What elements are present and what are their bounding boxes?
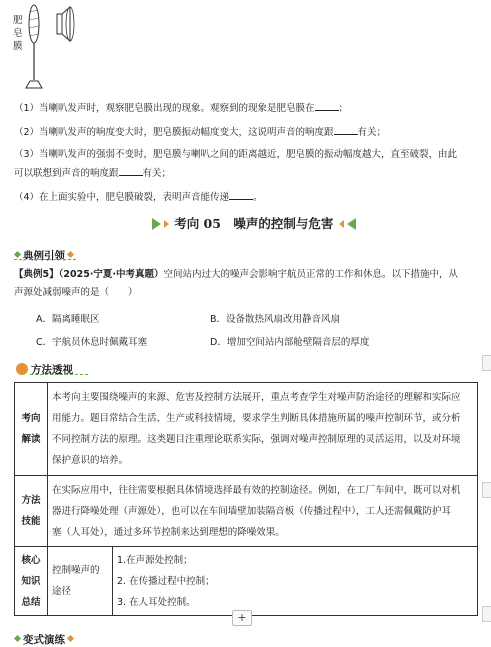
answer-blank[interactable]	[119, 166, 143, 176]
arrow-left-icon	[339, 220, 344, 228]
diamond-icon	[67, 634, 74, 641]
lightbulb-icon	[16, 363, 28, 375]
underline-divider	[30, 374, 88, 375]
row-header: 方法 技能	[15, 476, 48, 547]
method-heading: 方法透视	[16, 358, 73, 377]
scroll-handle[interactable]	[482, 355, 491, 371]
diamond-icon	[14, 250, 21, 257]
arrow-left-icon	[347, 218, 356, 230]
option-c[interactable]: C．宇航员休息时佩戴耳塞	[36, 337, 148, 348]
underline-divider	[14, 259, 76, 260]
option-b[interactable]: B．设备散热风扇改用静音风扇	[210, 314, 341, 325]
arrow-right-icon	[152, 218, 161, 230]
table-cell: 本考向主要围绕噪声的来源、危害及控制方法展开，重点考查学生对噪声防治途径的理解和实际应 用能力。题目常结合生活、生产或科技情境，要求学生判断具体措施所属的噪声控制环节，或分析 不同控制方法的原理。这类题目注重理论联系实际，强调对噪声控制原理的灵活运用，以及对环境 保护意识的培养。	[48, 383, 478, 476]
table-cell: 在实际应用中，往往需要根据具体情境选择最有效的控制途径。例如，在工厂车间中，既可以对机 器进行降噪处理（声源处），也可以在车间墙壁加装隔音板（传播过程中），工人还需佩戴防护耳 塞（人耳处），通过多环节控制来达到理想的降噪效果。	[48, 476, 478, 547]
table-row	[15, 547, 478, 616]
answer-blank[interactable]	[229, 190, 253, 200]
section-title: 考向 05 噪声的控制与危害	[152, 213, 356, 232]
arrow-right-icon	[164, 220, 169, 228]
answer-blank[interactable]	[334, 125, 358, 135]
method-table	[14, 382, 478, 616]
row-header: 考向 解读	[15, 383, 48, 476]
variant-heading: 变式演练	[14, 628, 76, 647]
diamond-icon	[67, 250, 74, 257]
question-3: （3）当喇叭发声的强弱不变时，肥皂膜与喇叭之间的距离越近，肥皂膜的振动幅度越大，直至破裂，由此 可以联想到声音的响度跟 有关；	[14, 149, 458, 179]
scroll-handle[interactable]	[482, 482, 491, 498]
table-row	[15, 383, 478, 476]
example-heading: 典例引领	[14, 244, 76, 263]
answer-blank[interactable]	[315, 101, 339, 111]
question-4: （4）在上面实验中，肥皂膜破裂，表明声音能传递 。	[14, 192, 263, 203]
diamond-icon	[14, 634, 21, 641]
scroll-handle[interactable]	[482, 606, 491, 622]
example-problem: 【典例5】（2025·宁夏·中考真题）空间站内过大的噪声会影响宇航员正常的工作和休息。以下措施中，从 声源处减弱噪声的是（ ）	[14, 269, 459, 298]
row-header: 核心 知识 总结	[15, 547, 48, 616]
option-a[interactable]: A．隔离睡眠区	[36, 314, 100, 325]
add-row-button[interactable]: +	[232, 610, 252, 626]
question-2: （2）当喇叭发声的响度变大时，肥皂膜振动幅度变大，这说明声音的响度跟 有关；	[14, 127, 387, 138]
table-row	[15, 476, 478, 547]
question-1: （1）当喇叭发声时，观察肥皂膜出现的现象。观察到的现象是肥皂膜在 ；	[14, 103, 349, 114]
figure-label: 肥 皂 膜	[13, 15, 23, 52]
option-d[interactable]: D．增加空间站内部舱壁隔音层的厚度	[210, 337, 370, 348]
table-cell: 1.在声源处控制； 2. 在传播过程中控制； 3. 在人耳处控制。	[113, 547, 478, 616]
table-cell: 控制噪声的 途径	[48, 547, 113, 616]
